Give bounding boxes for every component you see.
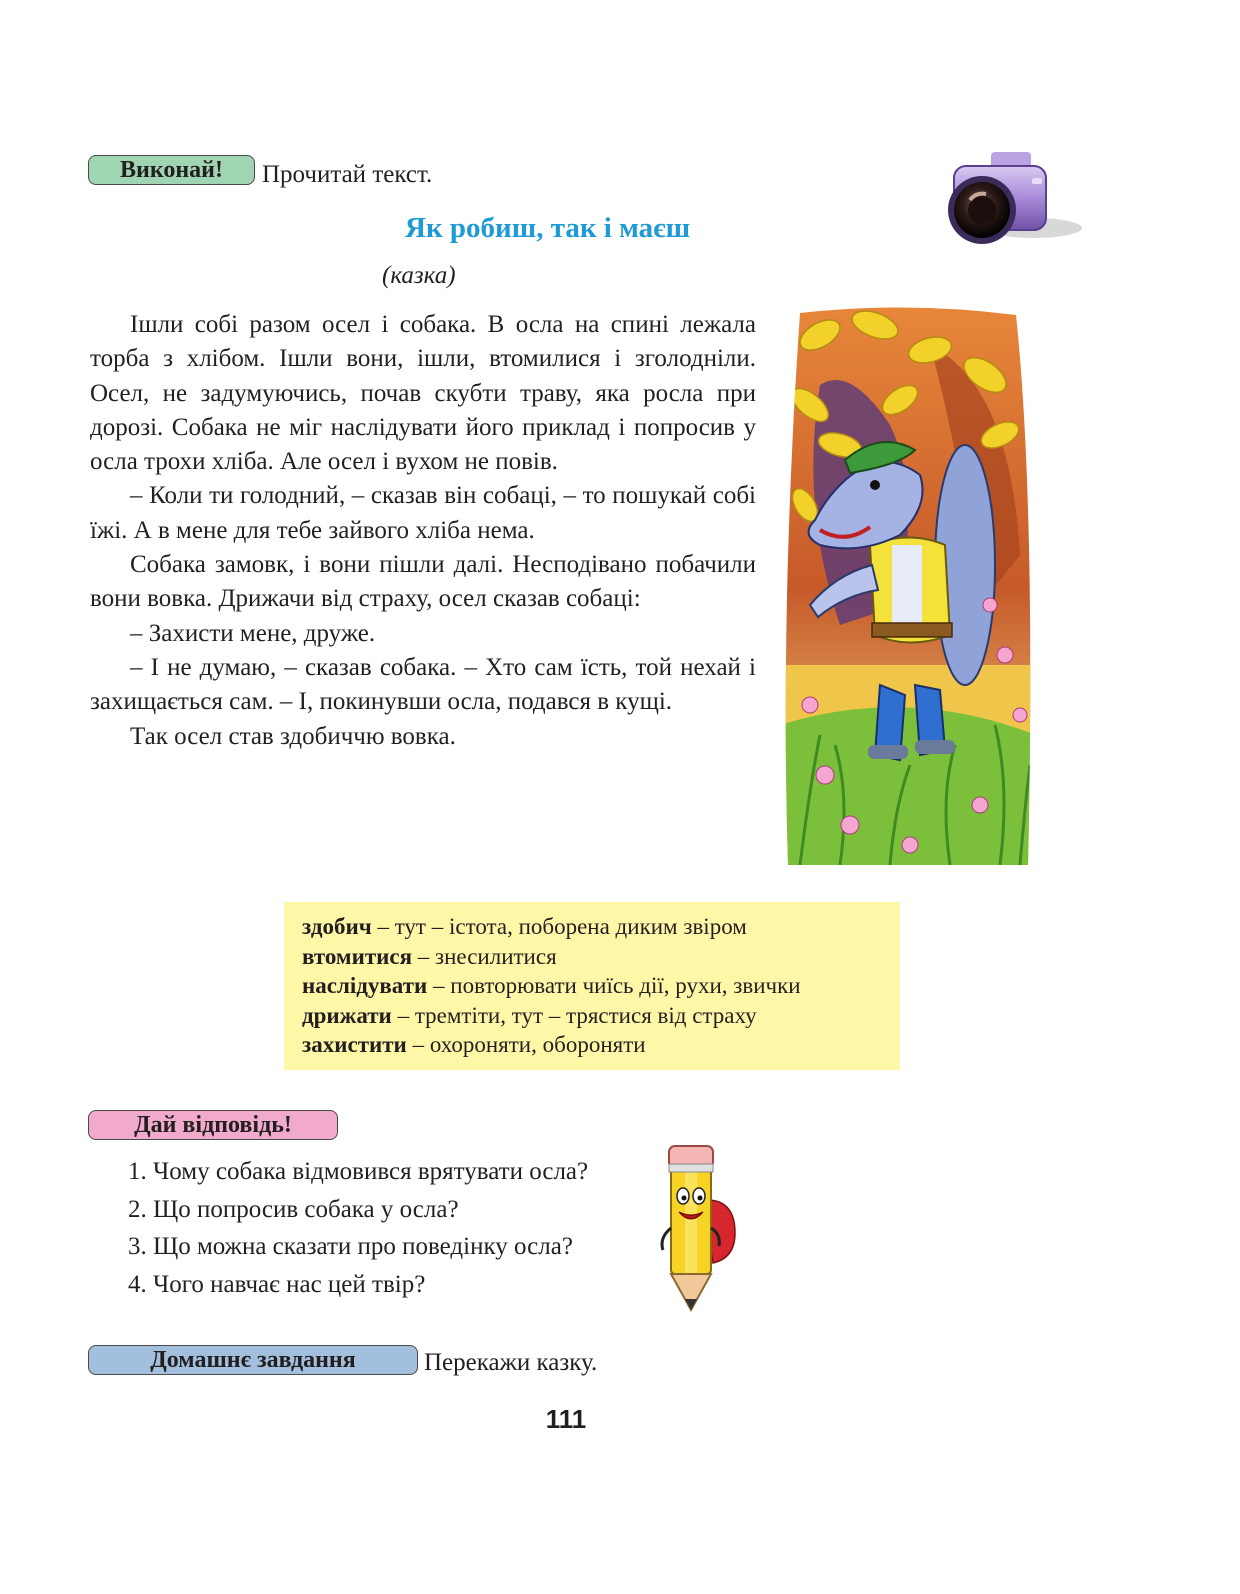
story-paragraph: Собака замовк, і вони пішли далі. Несподівано побачили вони вовка. Дрижачи від страху, осел сказав собаці: (90, 551, 756, 613)
task-instruction: Прочитай текст. (262, 161, 433, 188)
story-paragraph: – Захисти мене, друже. (130, 619, 376, 647)
story-text (90, 308, 756, 754)
glossary-box (284, 902, 900, 1070)
pencil-mascot-icon (655, 1138, 741, 1314)
glossary-term: здобич (302, 914, 372, 939)
glossary-term: дрижати (302, 1002, 392, 1028)
question-item: 3. Що можна сказати про поведінку осла? (128, 1233, 573, 1260)
glossary-entry (302, 971, 882, 1001)
answer-badge-label: Дай відповідь! (134, 1112, 292, 1138)
story-paragraph: Так осел став здобиччю вовка. (130, 722, 456, 750)
glossary-definition: – охороняти, обороняти (406, 1032, 646, 1058)
story-paragraph: – Коли ти голодний, – сказав він собаці, – то пошукай собі їжі. А в мене для тебе зайвого хліба нема. (90, 482, 756, 544)
answer-badge (88, 1110, 338, 1140)
homework-badge (88, 1345, 418, 1375)
question-item: 1. Чому собака відмовився врятувати осла? (128, 1158, 589, 1185)
glossary-entry (302, 1001, 882, 1031)
story-paragraph: – І не думаю, – сказав собака. – Хто сам їсть, той нехай і захищається сам. – І, покинувши осла, подався в кущі. (90, 653, 756, 716)
homework-badge-label: Домашнє завдання (150, 1347, 356, 1373)
glossary-definition: – знесилитися (412, 943, 557, 969)
wolf-illustration (780, 305, 1036, 871)
task-badge (88, 155, 255, 185)
glossary-entry (302, 1030, 882, 1060)
glossary-definition: – тут – істота, поборена диким звіром (371, 914, 747, 939)
glossary-definition: – повторювати чиїсь дії, рухи, звички (427, 973, 801, 999)
glossary-entry (302, 912, 882, 942)
task-badge-label: Виконай! (120, 157, 223, 183)
glossary-term: наслідувати (302, 973, 428, 999)
story-paragraph: Ішли собі разом осел і собака. В осла на спині лежала торба з хлібом. Ішли вони, ішли, втомилися і зголодніли. Осел, не задумуючись, почав скубти траву, яка росла при дорозі. Собака не міг наслідувати його приклад і попросив у осла трохи хліба. Але осел і вухом не повів. (90, 311, 756, 476)
question-item: 4. Чого навчає нас цей твір? (128, 1270, 426, 1298)
question-list (128, 1153, 588, 1303)
glossary-term: втомитися (302, 943, 413, 969)
question-item: 2. Що попросив собака у осла? (128, 1195, 459, 1223)
story-title: Як робиш, так і маєш (405, 212, 691, 244)
glossary-entry (302, 942, 882, 972)
glossary-term: захистити (302, 1032, 407, 1058)
story-genre: (казка) (382, 262, 456, 289)
glossary-definition: – тремтіти, тут – трястися від страху (391, 1002, 757, 1028)
homework-instruction: Перекажи казку. (424, 1349, 598, 1376)
page-number: 111 (545, 1404, 587, 1434)
camera-icon (936, 148, 1086, 250)
